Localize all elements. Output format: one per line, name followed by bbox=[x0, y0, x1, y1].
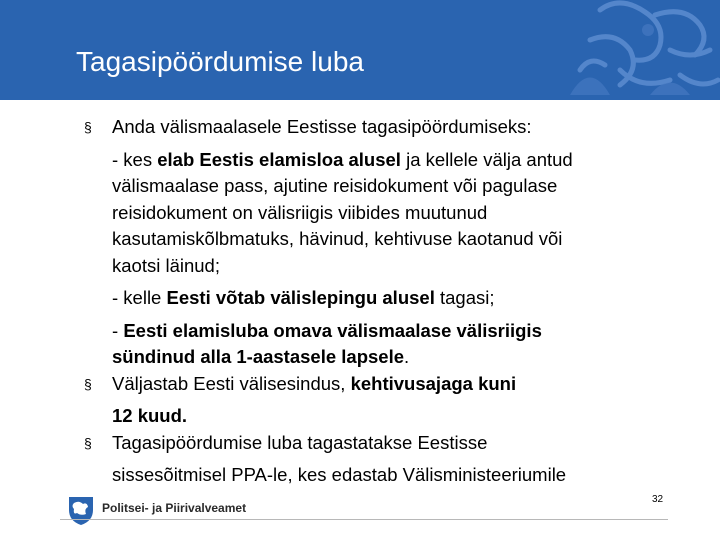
heraldic-lion-icon bbox=[560, 0, 720, 100]
text-run: reisidokument on välisriigis viibides muutunud bbox=[112, 201, 488, 223]
text-line bbox=[112, 344, 684, 371]
text-line bbox=[112, 173, 684, 200]
text-line bbox=[112, 318, 684, 345]
text-run: välismaalase pass, ajutine reisidokument või pagulase bbox=[112, 175, 558, 196]
bold-text: sündinud alla 1-aastasele lapsele bbox=[112, 346, 405, 367]
bullet-marker: § bbox=[84, 119, 92, 135]
text-run: - bbox=[112, 319, 124, 341]
text-run: Väljastab Eesti välisesindus, bbox=[112, 372, 351, 394]
page-number: 32 bbox=[652, 494, 664, 505]
text-line bbox=[112, 285, 684, 312]
bullet-item bbox=[84, 430, 684, 489]
text-line bbox=[112, 226, 684, 253]
bullet-marker: § bbox=[84, 375, 92, 392]
text-line bbox=[112, 200, 684, 227]
text-run: sissesõitmisel PPA-le, kes edastab Välisministeeriumile bbox=[112, 464, 567, 485]
text-line bbox=[112, 147, 684, 174]
text-line bbox=[112, 253, 684, 280]
footer-divider bbox=[60, 519, 668, 520]
text-run: tagasi; bbox=[434, 287, 495, 308]
bullet-marker: § bbox=[84, 434, 92, 451]
text-run: - kes bbox=[112, 148, 158, 170]
sub-item bbox=[112, 318, 684, 371]
text-run: . bbox=[404, 346, 410, 367]
footer-org-name: Politsei- ja Piirivalveamet bbox=[102, 501, 247, 515]
sub-item bbox=[112, 147, 684, 280]
text-run: ja kellele välja antud bbox=[400, 148, 573, 170]
text-run: - kelle bbox=[112, 287, 167, 308]
bold-text: elab Eestis elamisloa alusel bbox=[157, 148, 401, 170]
text-line bbox=[112, 403, 684, 430]
text-run: Tagasipöördumise luba tagastatakse Eestisse bbox=[112, 431, 488, 453]
bullet-item bbox=[84, 114, 684, 371]
slide-header bbox=[0, 0, 720, 100]
text-run: kasutamiskõlbmatuks, hävinud, kehtivuse kaotanud või bbox=[112, 228, 563, 249]
slide-body bbox=[84, 114, 684, 489]
bold-text: Eesti elamisluba omava välismaalase välisriigis bbox=[123, 319, 542, 341]
bold-text: Eesti võtab välislepingu alusel bbox=[166, 287, 435, 308]
slide-title: Tagasipöördumise luba bbox=[76, 46, 364, 77]
bold-text: 12 kuud. bbox=[112, 405, 188, 426]
ppa-shield-icon bbox=[66, 494, 96, 526]
bullet-item bbox=[84, 371, 684, 430]
text-line bbox=[112, 371, 684, 398]
text-line bbox=[112, 430, 684, 457]
text-run: kaotsi läinud; bbox=[112, 254, 220, 276]
text-line bbox=[112, 462, 684, 489]
sub-item bbox=[112, 285, 684, 312]
bullet-lead-text: Anda välismaalasele Eestisse tagasipöördumiseks: bbox=[112, 116, 532, 137]
bold-text: kehtivusajaga kuni bbox=[350, 372, 517, 394]
